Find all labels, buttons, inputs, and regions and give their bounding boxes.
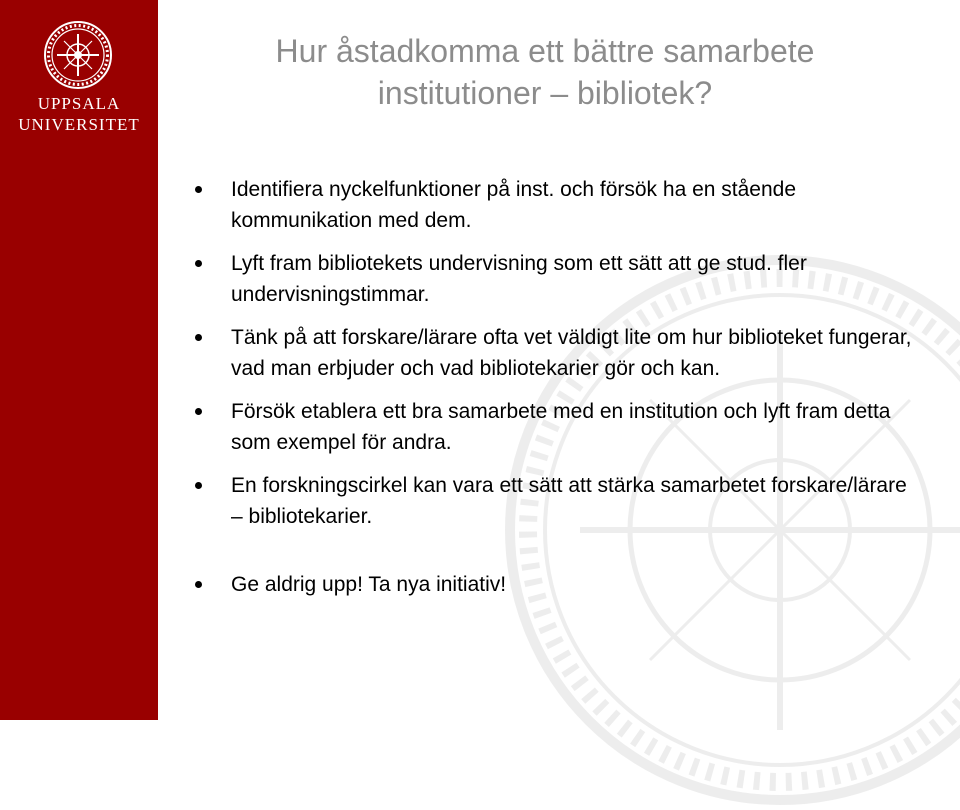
bullet-dot-icon bbox=[195, 186, 202, 193]
bullet-text: Ge aldrig upp! Ta nya initiativ! bbox=[231, 573, 507, 596]
bullet-dot-icon bbox=[195, 482, 202, 489]
bullet-item bbox=[195, 396, 915, 458]
bullet-text: Försök etablera ett bra samarbete med en institution och lyft fram detta som exempel för andra. bbox=[231, 400, 891, 454]
bullet-item bbox=[195, 248, 915, 310]
bullet-dot-icon bbox=[195, 408, 202, 415]
bullet-item bbox=[195, 322, 915, 384]
bullet-dot-icon bbox=[195, 334, 202, 341]
bullet-list bbox=[195, 174, 915, 612]
university-name-line2: UNIVERSITET bbox=[18, 115, 140, 134]
bullet-dot-icon bbox=[195, 260, 202, 267]
university-name-line1: UPPSALA bbox=[37, 94, 121, 113]
bullet-item bbox=[195, 174, 915, 236]
bullet-item bbox=[195, 470, 915, 532]
slide-title: Hur åstadkomma ett bättre samarbete institutioner – bibliotek? bbox=[275, 33, 815, 111]
bullet-item bbox=[195, 569, 915, 600]
bullet-text: Tänk på att forskare/lärare ofta vet väldigt lite om hur biblioteket fungerar, vad man erbjuder och vad bibliotekarier gör och kan. bbox=[231, 326, 912, 380]
bullet-text: Identifiera nyckelfunktioner på inst. och försök ha en stående kommunikation med dem. bbox=[231, 178, 797, 232]
university-sidebar bbox=[0, 0, 158, 720]
university-seal-icon bbox=[43, 20, 113, 90]
bullet-dot-icon bbox=[195, 581, 202, 588]
bullet-text: Lyft fram bibliotekets undervisning som ett sätt att ge stud. fler undervisningstimmar. bbox=[231, 252, 807, 306]
bullet-text: En forskningscirkel kan vara ett sätt att stärka samarbetet forskare/lärare – bibliotekarier. bbox=[231, 474, 907, 528]
